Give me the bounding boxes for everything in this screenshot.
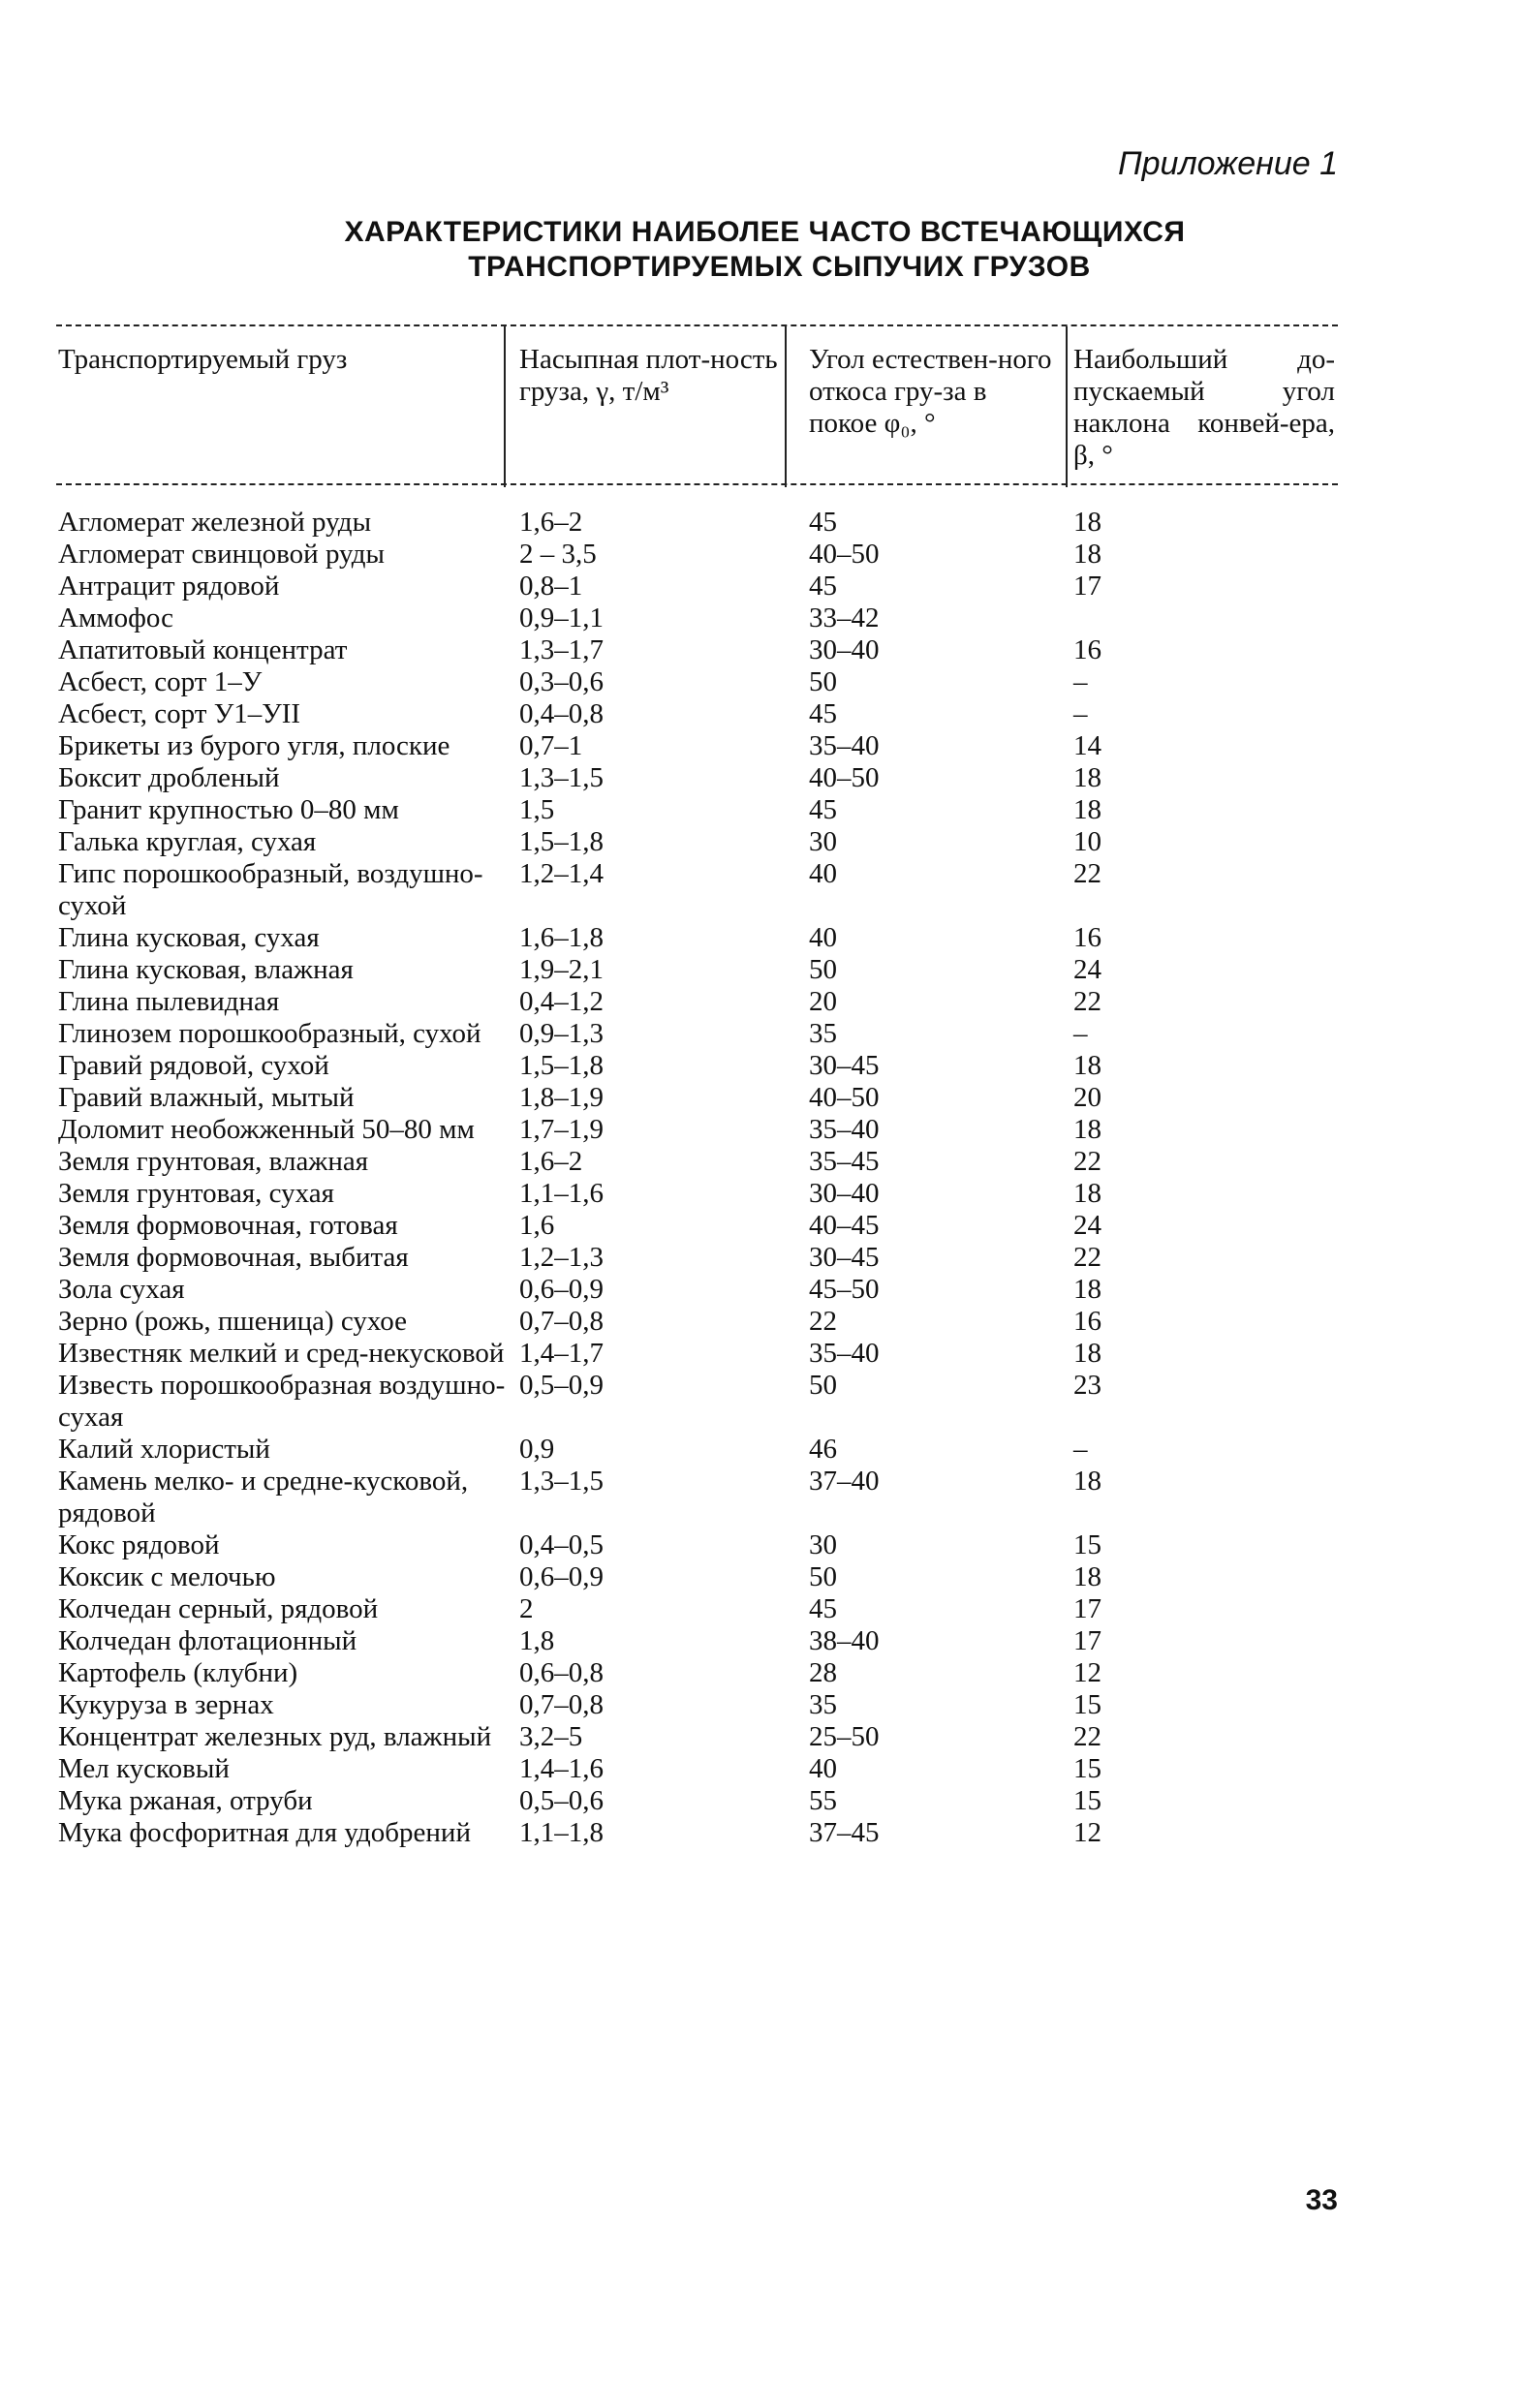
table-row xyxy=(56,986,1338,1018)
cell-density: 0,5–0,6 xyxy=(519,1785,604,1816)
table-row xyxy=(56,1689,1338,1721)
cell-cargo: Известняк мелкий и сред-некусковой xyxy=(58,1338,505,1369)
cell-cargo: Аммофос xyxy=(58,602,174,633)
cell-density: 1,2–1,4 xyxy=(519,858,604,889)
cell-cargo: Галька круглая, сухая xyxy=(58,826,317,857)
cell-repose-angle: 50 xyxy=(809,954,837,985)
cell-cargo: Гранит крупностью 0–80 мм xyxy=(58,794,399,825)
cell-cargo: Мука фосфоритная для удобрений xyxy=(58,1817,471,1848)
cell-density: 1,1–1,6 xyxy=(519,1178,604,1209)
cell-density: 3,2–5 xyxy=(519,1721,583,1752)
table-row xyxy=(56,1657,1338,1689)
cell-density: 1,5 xyxy=(519,794,555,825)
cell-density: 0,6–0,9 xyxy=(519,1274,604,1305)
cell-cargo: Асбест, сорт У1–УII xyxy=(58,698,301,729)
cell-max-incline: 15 xyxy=(1073,1529,1101,1560)
cell-density: 0,3–0,6 xyxy=(519,666,604,697)
cell-cargo: Гравий рядовой, сухой xyxy=(58,1050,329,1081)
cell-cargo: Зерно (рожь, пшеница) сухое xyxy=(58,1306,408,1337)
cell-density: 0,6–0,8 xyxy=(519,1657,604,1688)
header-density: Насыпная плот-ность груза, γ, т/м³ xyxy=(519,344,778,407)
cell-density: 2 – 3,5 xyxy=(519,539,597,570)
cell-density: 1,6–2 xyxy=(519,1146,583,1177)
cell-density: 0,6–0,9 xyxy=(519,1561,604,1592)
cell-cargo: Глинозем порошкообразный, сухой xyxy=(58,1018,481,1049)
cell-density: 0,5–0,9 xyxy=(519,1370,604,1401)
table-row xyxy=(56,858,1338,922)
cell-cargo: Мука ржаная, отруби xyxy=(58,1785,313,1816)
cell-repose-angle: 50 xyxy=(809,1370,837,1401)
cell-cargo: Картофель (клубни) xyxy=(58,1657,298,1688)
cell-max-incline: 16 xyxy=(1073,922,1101,953)
cell-max-incline: 17 xyxy=(1073,571,1101,602)
cell-max-incline: 22 xyxy=(1073,858,1101,889)
cell-max-incline: 18 xyxy=(1073,794,1101,825)
cell-cargo: Мел кусковый xyxy=(58,1753,230,1784)
cell-density: 0,7–1 xyxy=(519,730,583,761)
cell-repose-angle: 40 xyxy=(809,858,837,889)
cell-cargo: Кокс рядовой xyxy=(58,1529,220,1560)
cell-repose-angle: 20 xyxy=(809,986,837,1017)
table-row xyxy=(56,826,1338,858)
cell-repose-angle: 40–50 xyxy=(809,762,880,793)
cell-cargo: Гравий влажный, мытый xyxy=(58,1082,355,1113)
table-row xyxy=(56,1721,1338,1753)
cell-density: 1,6 xyxy=(519,1210,555,1241)
cell-density: 1,8–1,9 xyxy=(519,1082,604,1113)
cell-cargo: Антрацит рядовой xyxy=(58,571,280,602)
cell-repose-angle: 35–40 xyxy=(809,730,880,761)
cell-max-incline: 22 xyxy=(1073,1242,1101,1273)
cell-density: 1,4–1,7 xyxy=(519,1338,604,1369)
cell-max-incline: 18 xyxy=(1073,1466,1101,1497)
table-row xyxy=(56,1593,1338,1625)
table-row xyxy=(56,571,1338,602)
cell-repose-angle: 50 xyxy=(809,666,837,697)
cell-cargo: Асбест, сорт 1–У xyxy=(58,666,263,697)
cell-max-incline: – xyxy=(1073,666,1088,697)
cell-repose-angle: 46 xyxy=(809,1434,837,1465)
table-row xyxy=(56,666,1338,698)
cell-repose-angle: 35–45 xyxy=(809,1146,880,1177)
column-divider xyxy=(504,326,506,487)
header-max-incline: Наибольший до-пускаемый угол наклона конвей-ера, β, ° xyxy=(1073,344,1335,471)
cell-max-incline: – xyxy=(1073,1018,1088,1049)
cell-repose-angle: 30 xyxy=(809,826,837,857)
cell-repose-angle: 37–45 xyxy=(809,1817,880,1848)
table-row xyxy=(56,794,1338,826)
cell-density: 1,6–2 xyxy=(519,507,583,538)
cell-cargo: Агломерат свинцовой руды xyxy=(58,539,385,570)
cell-density: 1,3–1,5 xyxy=(519,762,604,793)
table-row xyxy=(56,1146,1338,1178)
cell-cargo: Глина кусковая, влажная xyxy=(58,954,354,985)
cell-max-incline: 15 xyxy=(1073,1785,1101,1816)
cell-max-incline: 18 xyxy=(1073,1178,1101,1209)
cell-density: 1,3–1,7 xyxy=(519,634,604,665)
cell-repose-angle: 45 xyxy=(809,507,837,538)
header-cargo: Транспортируемый груз xyxy=(58,344,348,375)
table-row xyxy=(56,634,1338,666)
table-row xyxy=(56,1082,1338,1114)
cell-cargo: Гипс порошкообразный, воздушно-сухой xyxy=(58,858,483,921)
page-number: 33 xyxy=(1305,2184,1338,2216)
cell-density: 1,6–1,8 xyxy=(519,922,604,953)
cell-max-incline: – xyxy=(1073,1434,1088,1465)
cell-cargo: Апатитовый концентрат xyxy=(58,634,348,665)
table-row xyxy=(56,1242,1338,1274)
cell-max-incline: 18 xyxy=(1073,1114,1101,1145)
table-row xyxy=(56,730,1338,762)
cell-cargo: Брикеты из бурого угля, плоские xyxy=(58,730,450,761)
cell-max-incline: 15 xyxy=(1073,1689,1101,1720)
cell-repose-angle: 35 xyxy=(809,1018,837,1049)
cell-max-incline: 18 xyxy=(1073,1338,1101,1369)
cell-cargo: Известь порошкообразная воздушно-сухая xyxy=(58,1370,506,1433)
cell-repose-angle: 22 xyxy=(809,1306,837,1337)
cell-cargo: Земля формовочная, выбитая xyxy=(58,1242,409,1273)
cell-cargo: Камень мелко- и средне-кусковой, рядовой xyxy=(58,1466,469,1528)
cell-max-incline xyxy=(1073,602,1338,634)
cell-density: 1,2–1,3 xyxy=(519,1242,604,1273)
cell-max-incline: 24 xyxy=(1073,1210,1101,1241)
table-row xyxy=(56,507,1338,539)
cell-density: 1,9–2,1 xyxy=(519,954,604,985)
header-repose-angle: Угол естествен-ного откоса гру-за в покое φ₀, ° xyxy=(809,344,1052,439)
cell-max-incline: 15 xyxy=(1073,1753,1101,1784)
cell-density: 2 xyxy=(519,1593,534,1624)
table-row xyxy=(56,1338,1338,1370)
cell-max-incline: 18 xyxy=(1073,1050,1101,1081)
cell-max-incline: 17 xyxy=(1073,1593,1101,1624)
cell-density: 0,7–0,8 xyxy=(519,1689,604,1720)
table-body xyxy=(56,485,1338,1849)
cell-cargo: Глина кусковая, сухая xyxy=(58,922,320,953)
cell-cargo: Боксит дробленый xyxy=(58,762,280,793)
cell-density: 0,7–0,8 xyxy=(519,1306,604,1337)
cell-repose-angle: 40 xyxy=(809,922,837,953)
cell-repose-angle: 45 xyxy=(809,571,837,602)
cell-repose-angle: 28 xyxy=(809,1657,837,1688)
table-header xyxy=(56,326,1338,483)
cell-max-incline: 10 xyxy=(1073,826,1101,857)
cell-density: 0,8–1 xyxy=(519,571,583,602)
cell-max-incline: 17 xyxy=(1073,1625,1101,1656)
cell-density: 1,1–1,8 xyxy=(519,1817,604,1848)
table-row xyxy=(56,539,1338,571)
table-row xyxy=(56,922,1338,954)
table-row xyxy=(56,1561,1338,1593)
table-row xyxy=(56,1753,1338,1785)
table-row xyxy=(56,1050,1338,1082)
cell-cargo: Агломерат железной руды xyxy=(58,507,372,538)
table-row xyxy=(56,762,1338,794)
cell-repose-angle: 35–40 xyxy=(809,1114,880,1145)
cell-repose-angle: 38–40 xyxy=(809,1625,880,1656)
table-row xyxy=(56,1018,1338,1050)
cell-max-incline: 24 xyxy=(1073,954,1101,985)
cell-cargo: Земля грунтовая, влажная xyxy=(58,1146,369,1177)
cell-max-incline: 22 xyxy=(1073,1721,1101,1752)
cell-density: 0,9–1,3 xyxy=(519,1018,604,1049)
cell-max-incline: 18 xyxy=(1073,1561,1101,1592)
cell-density: 0,4–0,5 xyxy=(519,1529,604,1560)
cargo-table xyxy=(56,324,1338,1849)
cell-repose-angle: 30 xyxy=(809,1529,837,1560)
cell-repose-angle: 35–40 xyxy=(809,1338,880,1369)
column-divider xyxy=(1066,326,1068,487)
cell-max-incline: 18 xyxy=(1073,762,1101,793)
cell-repose-angle: 37–40 xyxy=(809,1466,880,1497)
cell-density: 1,7–1,9 xyxy=(519,1114,604,1145)
table-row xyxy=(56,1114,1338,1146)
cell-repose-angle: 35 xyxy=(809,1689,837,1720)
cell-max-incline: 18 xyxy=(1073,539,1101,570)
cell-max-incline: 22 xyxy=(1073,1146,1101,1177)
table-row xyxy=(56,1210,1338,1242)
cell-repose-angle: 30–40 xyxy=(809,634,880,665)
cell-repose-angle: 25–50 xyxy=(809,1721,880,1752)
cell-max-incline: 18 xyxy=(1073,507,1101,538)
cell-max-incline: 18 xyxy=(1073,1274,1101,1305)
cell-density: 1,8 xyxy=(519,1625,555,1656)
cell-max-incline: 12 xyxy=(1073,1817,1101,1848)
cell-repose-angle: 40–45 xyxy=(809,1210,880,1241)
title-line-1: ХАРАКТЕРИСТИКИ НАИБОЛЕЕ ЧАСТО ВСТЕЧАЮЩИХСЯ xyxy=(344,216,1186,248)
table-row xyxy=(56,1306,1338,1338)
cell-cargo: Концентрат железных руд, влажный xyxy=(58,1721,492,1752)
cell-max-incline: 14 xyxy=(1073,730,1101,761)
cell-max-incline: 20 xyxy=(1073,1082,1101,1113)
cell-cargo: Коксик с мелочью xyxy=(58,1561,276,1592)
cell-max-incline: 22 xyxy=(1073,986,1101,1017)
page-title xyxy=(0,215,1520,285)
table-row xyxy=(56,698,1338,730)
cell-repose-angle: 45 xyxy=(809,794,837,825)
cell-cargo: Зола сухая xyxy=(58,1274,185,1305)
table-row xyxy=(56,1274,1338,1306)
cell-cargo: Калий хлористый xyxy=(58,1434,270,1465)
cell-cargo: Глина пылевидная xyxy=(58,986,280,1017)
cell-cargo: Земля грунтовая, сухая xyxy=(58,1178,334,1209)
cell-repose-angle: 40–50 xyxy=(809,539,880,570)
cell-repose-angle: 55 xyxy=(809,1785,837,1816)
cell-repose-angle: 40–50 xyxy=(809,1082,880,1113)
cell-density: 1,5–1,8 xyxy=(519,826,604,857)
cell-repose-angle: 30–40 xyxy=(809,1178,880,1209)
cell-repose-angle: 45–50 xyxy=(809,1274,880,1305)
cell-density: 0,4–0,8 xyxy=(519,698,604,729)
cell-max-incline: 16 xyxy=(1073,1306,1101,1337)
cell-max-incline: 12 xyxy=(1073,1657,1101,1688)
cell-repose-angle: 45 xyxy=(809,698,837,729)
table-row xyxy=(56,1817,1338,1849)
cell-repose-angle: 30–45 xyxy=(809,1050,880,1081)
table-row xyxy=(56,1625,1338,1657)
cell-cargo: Колчедан серный, рядовой xyxy=(58,1593,379,1624)
cell-density: 0,9–1,1 xyxy=(519,602,604,633)
cell-density: 1,4–1,6 xyxy=(519,1753,604,1784)
table-row xyxy=(56,1434,1338,1466)
cell-repose-angle: 40 xyxy=(809,1753,837,1784)
table-row xyxy=(56,1529,1338,1561)
appendix-label: Приложение 1 xyxy=(1118,145,1338,182)
cell-density: 0,4–1,2 xyxy=(519,986,604,1017)
table-row xyxy=(56,1466,1338,1529)
table-row xyxy=(56,954,1338,986)
table-row xyxy=(56,1178,1338,1210)
cell-repose-angle: 33–42 xyxy=(809,602,880,633)
cell-cargo: Колчедан флотационный xyxy=(58,1625,357,1656)
cell-cargo: Кукуруза в зернах xyxy=(58,1689,274,1720)
cell-repose-angle: 50 xyxy=(809,1561,837,1592)
cell-density: 1,3–1,5 xyxy=(519,1466,604,1497)
cell-cargo: Доломит необожженный 50–80 мм xyxy=(58,1114,475,1145)
table-row xyxy=(56,1370,1338,1434)
cell-repose-angle: 45 xyxy=(809,1593,837,1624)
table-row xyxy=(56,1785,1338,1817)
cell-max-incline: – xyxy=(1073,698,1088,729)
cell-density: 0,9 xyxy=(519,1434,555,1465)
title-line-2: ТРАНСПОРТИРУЕМЫХ СЫПУЧИХ ГРУЗОВ xyxy=(468,251,1091,283)
table-row xyxy=(56,602,1338,634)
cell-max-incline: 16 xyxy=(1073,634,1101,665)
cell-density: 1,5–1,8 xyxy=(519,1050,604,1081)
cell-repose-angle: 30–45 xyxy=(809,1242,880,1273)
cell-cargo: Земля формовочная, готовая xyxy=(58,1210,398,1241)
cell-max-incline: 23 xyxy=(1073,1370,1101,1401)
